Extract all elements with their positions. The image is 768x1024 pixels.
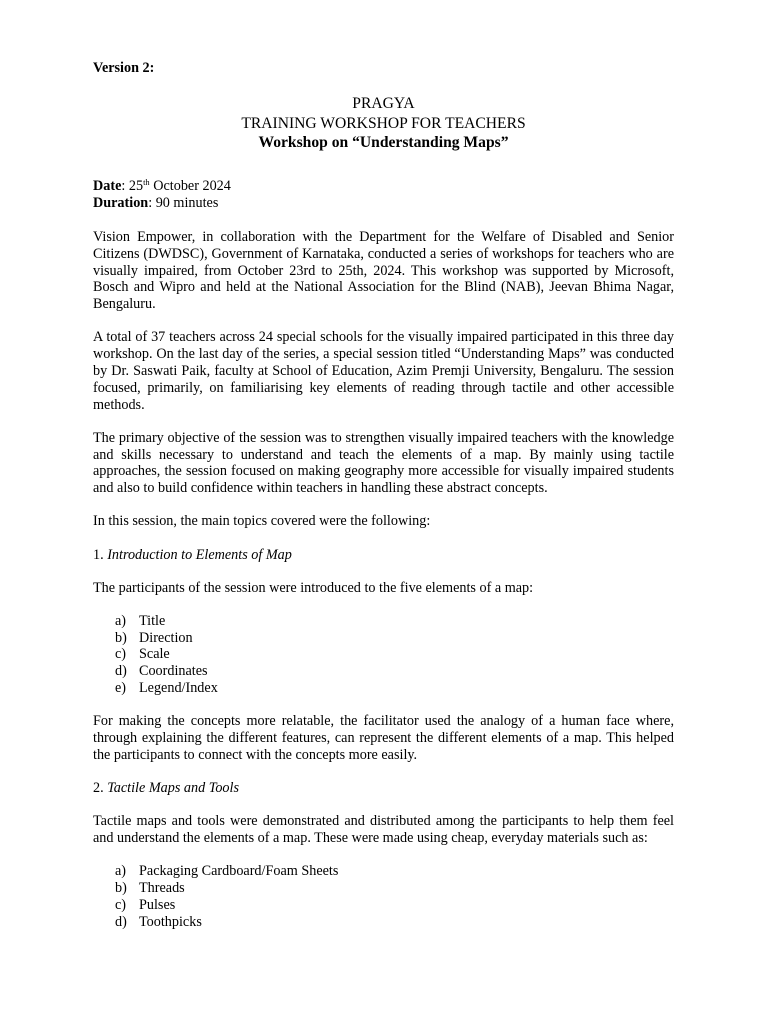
list-item <box>115 897 674 914</box>
paragraph-elements-intro: The participants of the session were introduced to the five elements of a map: <box>93 579 534 596</box>
map-elements-list <box>93 613 674 697</box>
list-text: Toothpicks <box>139 913 202 930</box>
paragraph-intro: Vision Empower, in collaboration with the Department for the Welfare of Disabled and Senior Citizens (DWDSC), Government of Karnataka, conducted a series of workshops for teachers who are visually impaired, from October 23rd to 25th, 2024. This workshop was supported by Microsoft, Bosch and Wipro and held at the National Association for the Blind (NAB), Jeevan Bhima Nagar, Bengaluru. <box>93 229 674 313</box>
date-line: Date: 25th October 2024 <box>93 177 231 194</box>
body-flow <box>93 229 674 947</box>
list-marker: d) <box>115 663 127 680</box>
list-item <box>115 646 674 663</box>
list-text: Scale <box>139 646 170 663</box>
duration-label: Duration <box>93 194 149 211</box>
list-text: Direction <box>139 629 193 646</box>
list-item <box>115 630 674 647</box>
list-marker: a) <box>115 863 127 880</box>
section-title-2: Tactile Maps and Tools <box>107 780 239 797</box>
section-title-1: Introduction to Elements of Map <box>107 546 292 563</box>
list-item <box>115 680 674 697</box>
section-heading-2 <box>93 780 674 797</box>
list-marker: b) <box>115 880 127 897</box>
list-marker: e) <box>115 680 127 697</box>
duration-line: Duration: 90 minutes <box>93 194 219 211</box>
date-day: 25 <box>128 178 144 194</box>
list-text: Packaging Cardboard/Foam Sheets <box>139 863 339 880</box>
version-label: Version 2: <box>93 60 155 76</box>
list-marker: c) <box>115 646 127 663</box>
date-rest: October 2024 <box>149 178 231 194</box>
date-label: Date <box>93 178 122 194</box>
duration-value: 90 minutes <box>152 194 219 211</box>
list-item <box>115 663 674 680</box>
list-marker: c) <box>115 896 127 913</box>
list-marker: b) <box>115 629 127 646</box>
list-item <box>115 613 674 630</box>
document-header <box>93 94 674 153</box>
paragraph-topics-intro: In this session, the main topics covered were the following: <box>93 513 431 530</box>
meta-block <box>93 178 231 212</box>
list-text: Coordinates <box>139 663 208 680</box>
materials-list <box>93 863 674 930</box>
document-subtitle: Workshop on “Understanding Maps” <box>258 134 509 151</box>
list-marker: a) <box>115 612 127 629</box>
paragraph-tactile-tools: Tactile maps and tools were demonstrated and distributed among the participants to help them feel and understand the elements of a map. These were made using cheap, everyday materials such as: <box>93 813 674 847</box>
list-item <box>115 914 674 931</box>
list-text: Title <box>139 612 166 629</box>
list-marker: d) <box>115 913 127 930</box>
date-suffix: th <box>143 177 150 187</box>
list-item <box>115 880 674 897</box>
section-number-1: 1. <box>93 546 108 563</box>
section-heading-1 <box>93 547 674 564</box>
paragraph-objective: The primary objective of the session was to strengthen visually impaired teachers with the knowledge and skills necessary to understand and teach the elements of a map. By mainly using tactile approaches, the session focused on making geography more accessible for visually impaired students and also to build confidence within teachers in handling these abstract concepts. <box>93 429 674 497</box>
list-item <box>115 863 674 880</box>
paragraph-analogy: For making the concepts more relatable, the facilitator used the analogy of a human face where, through explaining the different features, can represent the different elements of a map. This helped the participants to connect with the concepts more easily. <box>93 713 674 763</box>
list-text: Threads <box>139 880 185 897</box>
list-text: Legend/Index <box>139 680 218 697</box>
org-name: PRAGYA <box>352 95 415 112</box>
section-number-2: 2. <box>93 780 108 797</box>
paragraph-participants: A total of 37 teachers across 24 special schools for the visually impaired participated in this three day workshop. On the last day of the series, a special session titled “Understanding Maps” was conducted by Dr. Saswati Paik, faculty at School of Education, Azim Premji University, Bengaluru. The session focused, primarily, on familiarising key elements of reading through tactile and other accessible methods. <box>93 329 674 413</box>
list-text: Pulses <box>139 896 176 913</box>
document-title: TRAINING WORKSHOP FOR TEACHERS <box>241 114 526 132</box>
